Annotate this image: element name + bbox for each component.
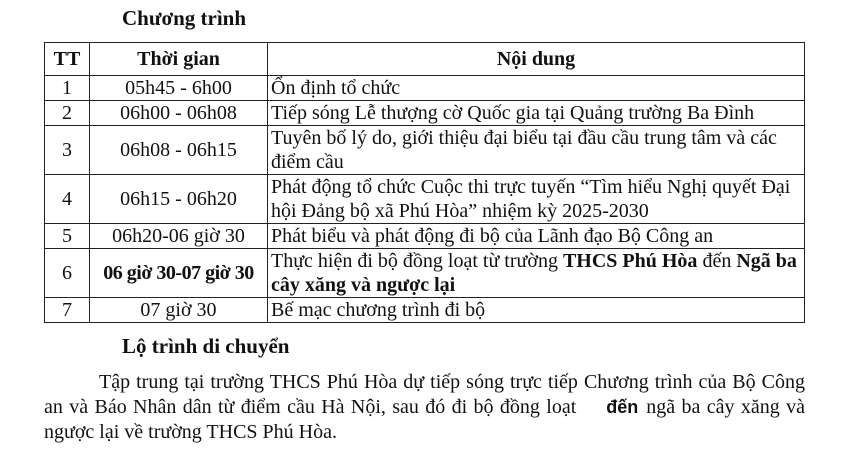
row-content xyxy=(268,249,805,298)
paragraph-text-den: đến xyxy=(606,397,639,417)
content-text: đến xyxy=(697,250,737,272)
row-content: Tuyên bố lý do, giới thiệu đại biểu tại đầu cầu trung tâm và các điểm cầu xyxy=(268,126,805,175)
table-row xyxy=(45,249,805,298)
section-title-program: Chương trình xyxy=(122,6,247,30)
row-content: Phát động tổ chức Cuộc thi trực tuyến “Tìm hiểu Nghị quyết Đại hội Đảng bộ xã Phú Hòa” nhiệm kỳ 2025-2030 xyxy=(268,175,805,224)
row-time: 06h20-06 giờ 30 xyxy=(90,224,268,249)
table-header-row xyxy=(45,43,805,76)
table-row xyxy=(45,224,805,249)
row-time: 06h08 - 06h15 xyxy=(90,126,268,175)
table-row xyxy=(45,101,805,126)
row-number: 4 xyxy=(45,175,90,224)
section-title-route: Lộ trình di chuyển xyxy=(122,334,290,358)
content-text: Thực hiện đi bộ đồng loạt từ trường xyxy=(271,250,563,272)
route-paragraph xyxy=(44,370,805,445)
program-table xyxy=(44,42,805,323)
paragraph-text: ngã ba cây xăng và ngược lại về trường THCS Phú Hòa. xyxy=(44,396,805,443)
row-content: Bế mạc chương trình đi bộ xyxy=(268,298,805,323)
row-number: 6 xyxy=(45,249,90,298)
table-row xyxy=(45,175,805,224)
row-content: Ổn định tổ chức xyxy=(268,76,805,101)
row-number: 1 xyxy=(45,76,90,101)
content-school: THCS Phú Hòa xyxy=(562,250,698,272)
row-content: Phát biểu và phát động đi bộ của Lãnh đạo Bộ Công an xyxy=(268,224,805,249)
row-number: 7 xyxy=(45,298,90,323)
table-row xyxy=(45,298,805,323)
row-time: 06h15 - 06h20 xyxy=(90,175,268,224)
header-time: Thời gian xyxy=(90,43,268,76)
table-row xyxy=(45,126,805,175)
header-content: Nội dung xyxy=(268,43,805,76)
row-time: 06 giờ 30-07 giờ 30 xyxy=(90,249,268,298)
row-time: 06h00 - 06h08 xyxy=(90,101,268,126)
row-content: Tiếp sóng Lễ thượng cờ Quốc gia tại Quảng trường Ba Đình xyxy=(268,101,805,126)
row-number: 3 xyxy=(45,126,90,175)
table-row xyxy=(45,76,805,101)
content-destination: Ngã ba cây xăng và ngược lại xyxy=(271,250,797,296)
row-time: 05h45 - 6h00 xyxy=(90,76,268,101)
header-tt: TT xyxy=(45,43,90,76)
row-time: 07 giờ 30 xyxy=(90,298,268,323)
row-number: 2 xyxy=(45,101,90,126)
row-number: 5 xyxy=(45,224,90,249)
paragraph-text: Tập trung tại trường THCS Phú Hòa dự tiếp sóng trực tiếp Chương trình của Bộ Công an và Báo Nhân dân từ điểm cầu Hà Nội, sau đó đi bộ đồng loạt xyxy=(44,371,805,418)
